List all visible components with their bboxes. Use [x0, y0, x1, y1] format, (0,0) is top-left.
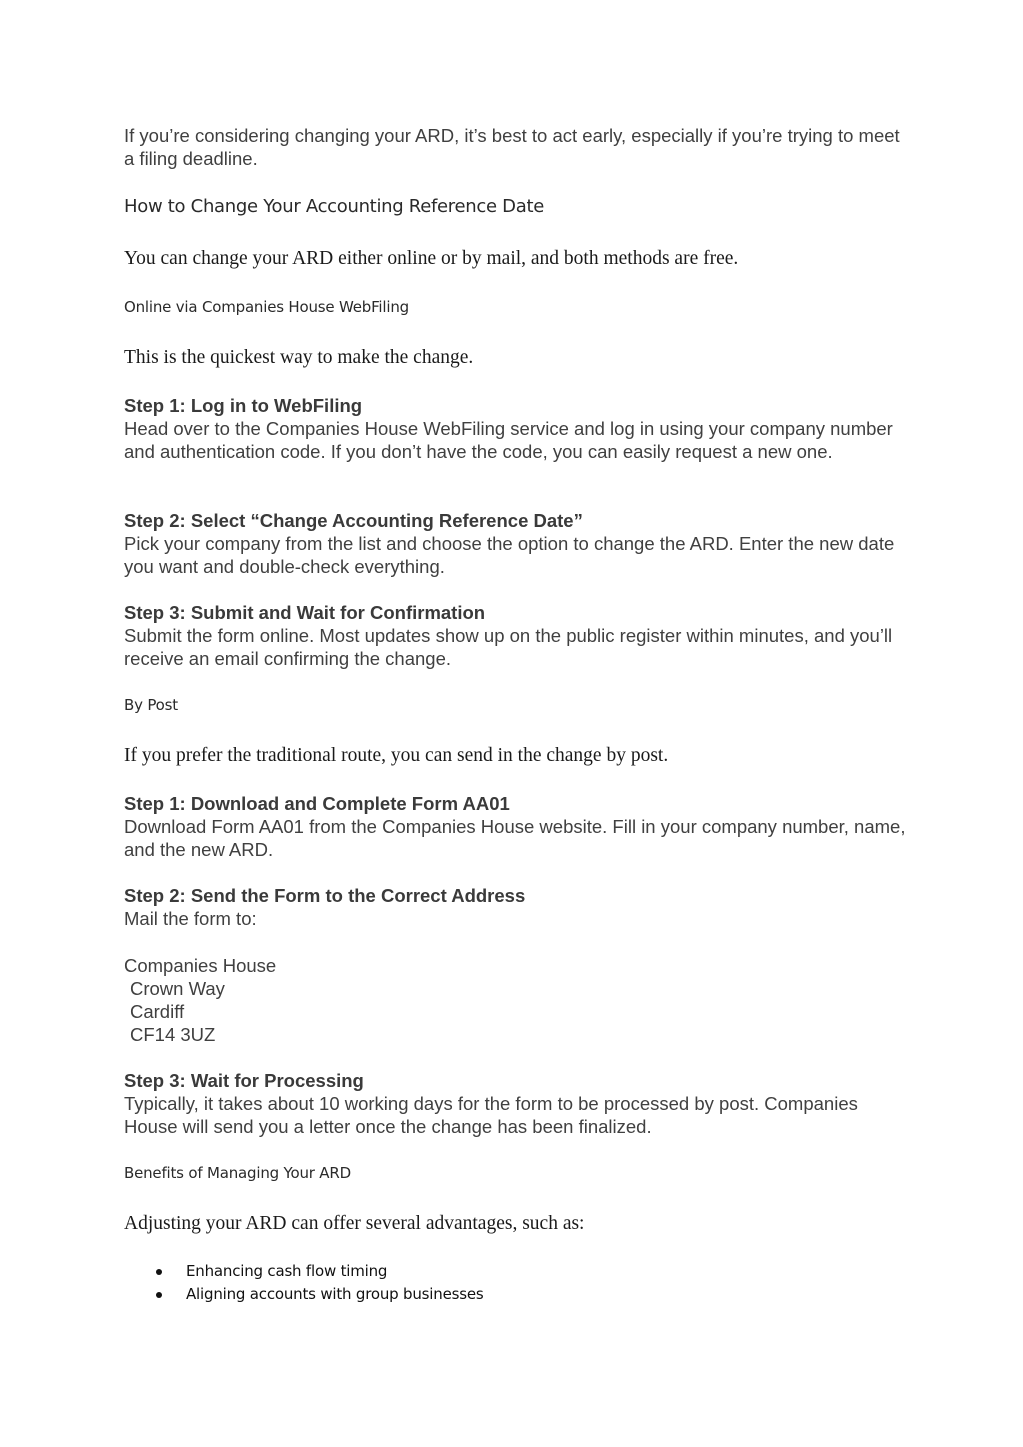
benefits-lead: Adjusting your ARD can offer several advantages, such as: — [124, 1213, 585, 1234]
online-lead: This is the quickest way to make the change. — [124, 347, 474, 368]
online-step-2 — [124, 509, 914, 578]
address-line: Cardiff — [130, 1001, 185, 1022]
subheading-benefits: Benefits of Managing Your ARD — [124, 1164, 351, 1182]
step-body: Pick your company from the list and choose the option to change the ARD. Enter the new date you want and double-check everything. — [124, 533, 895, 577]
address-line: CF14 3UZ — [130, 1024, 216, 1045]
mailing-address — [124, 954, 914, 1046]
section-heading-change-ard: How to Change Your Accounting Reference Date — [124, 196, 544, 217]
step-body: Head over to the Companies House WebFiling service and log in using your company number and authentication code. If you don’t have the code, you can easily request a new one. — [124, 418, 893, 462]
step-title: Step 2: Select “Change Accounting Reference Date” — [124, 510, 583, 531]
step-title: Step 1: Log in to WebFiling — [124, 395, 363, 416]
list-item-label: Enhancing cash flow timing — [186, 1262, 388, 1280]
list-item — [155, 1283, 483, 1306]
methods-sentence: You can change your ARD either online or by mail, and both methods are free. — [124, 248, 739, 269]
online-step-1 — [124, 394, 914, 463]
bullet-icon — [156, 1269, 162, 1275]
step-title: Step 2: Send the Form to the Correct Address — [124, 885, 526, 906]
list-item — [155, 1260, 483, 1283]
bullet-icon — [156, 1292, 162, 1298]
post-step-3 — [124, 1069, 914, 1138]
intro-paragraph: If you’re considering changing your ARD, it’s best to act early, especially if you’re trying to meet a filing deadline. — [124, 125, 900, 169]
step-title: Step 3: Wait for Processing — [124, 1070, 364, 1091]
step-body: Typically, it takes about 10 working days for the form to be processed by post. Companies House will send you a letter once the change has been finalized. — [124, 1093, 858, 1137]
step-body: Submit the form online. Most updates show up on the public register within minutes, and you’ll receive an email confirming the change. — [124, 625, 893, 669]
post-step-2 — [124, 884, 914, 930]
step-body: Mail the form to: — [124, 908, 257, 929]
post-lead: If you prefer the traditional route, you can send in the change by post. — [124, 745, 669, 766]
subheading-by-post: By Post — [124, 696, 178, 714]
address-line: Companies House — [124, 955, 277, 976]
step-title: Step 1: Download and Complete Form AA01 — [124, 793, 510, 814]
list-item-label: Aligning accounts with group businesses — [186, 1285, 484, 1303]
step-title: Step 3: Submit and Wait for Confirmation — [124, 602, 486, 623]
post-step-1 — [124, 792, 914, 861]
online-step-3 — [124, 601, 914, 670]
address-line: Crown Way — [130, 978, 225, 999]
step-body: Download Form AA01 from the Companies House website. Fill in your company number, name, and the new ARD. — [124, 816, 906, 860]
subheading-online: Online via Companies House WebFiling — [124, 298, 409, 316]
benefits-list — [155, 1260, 483, 1306]
